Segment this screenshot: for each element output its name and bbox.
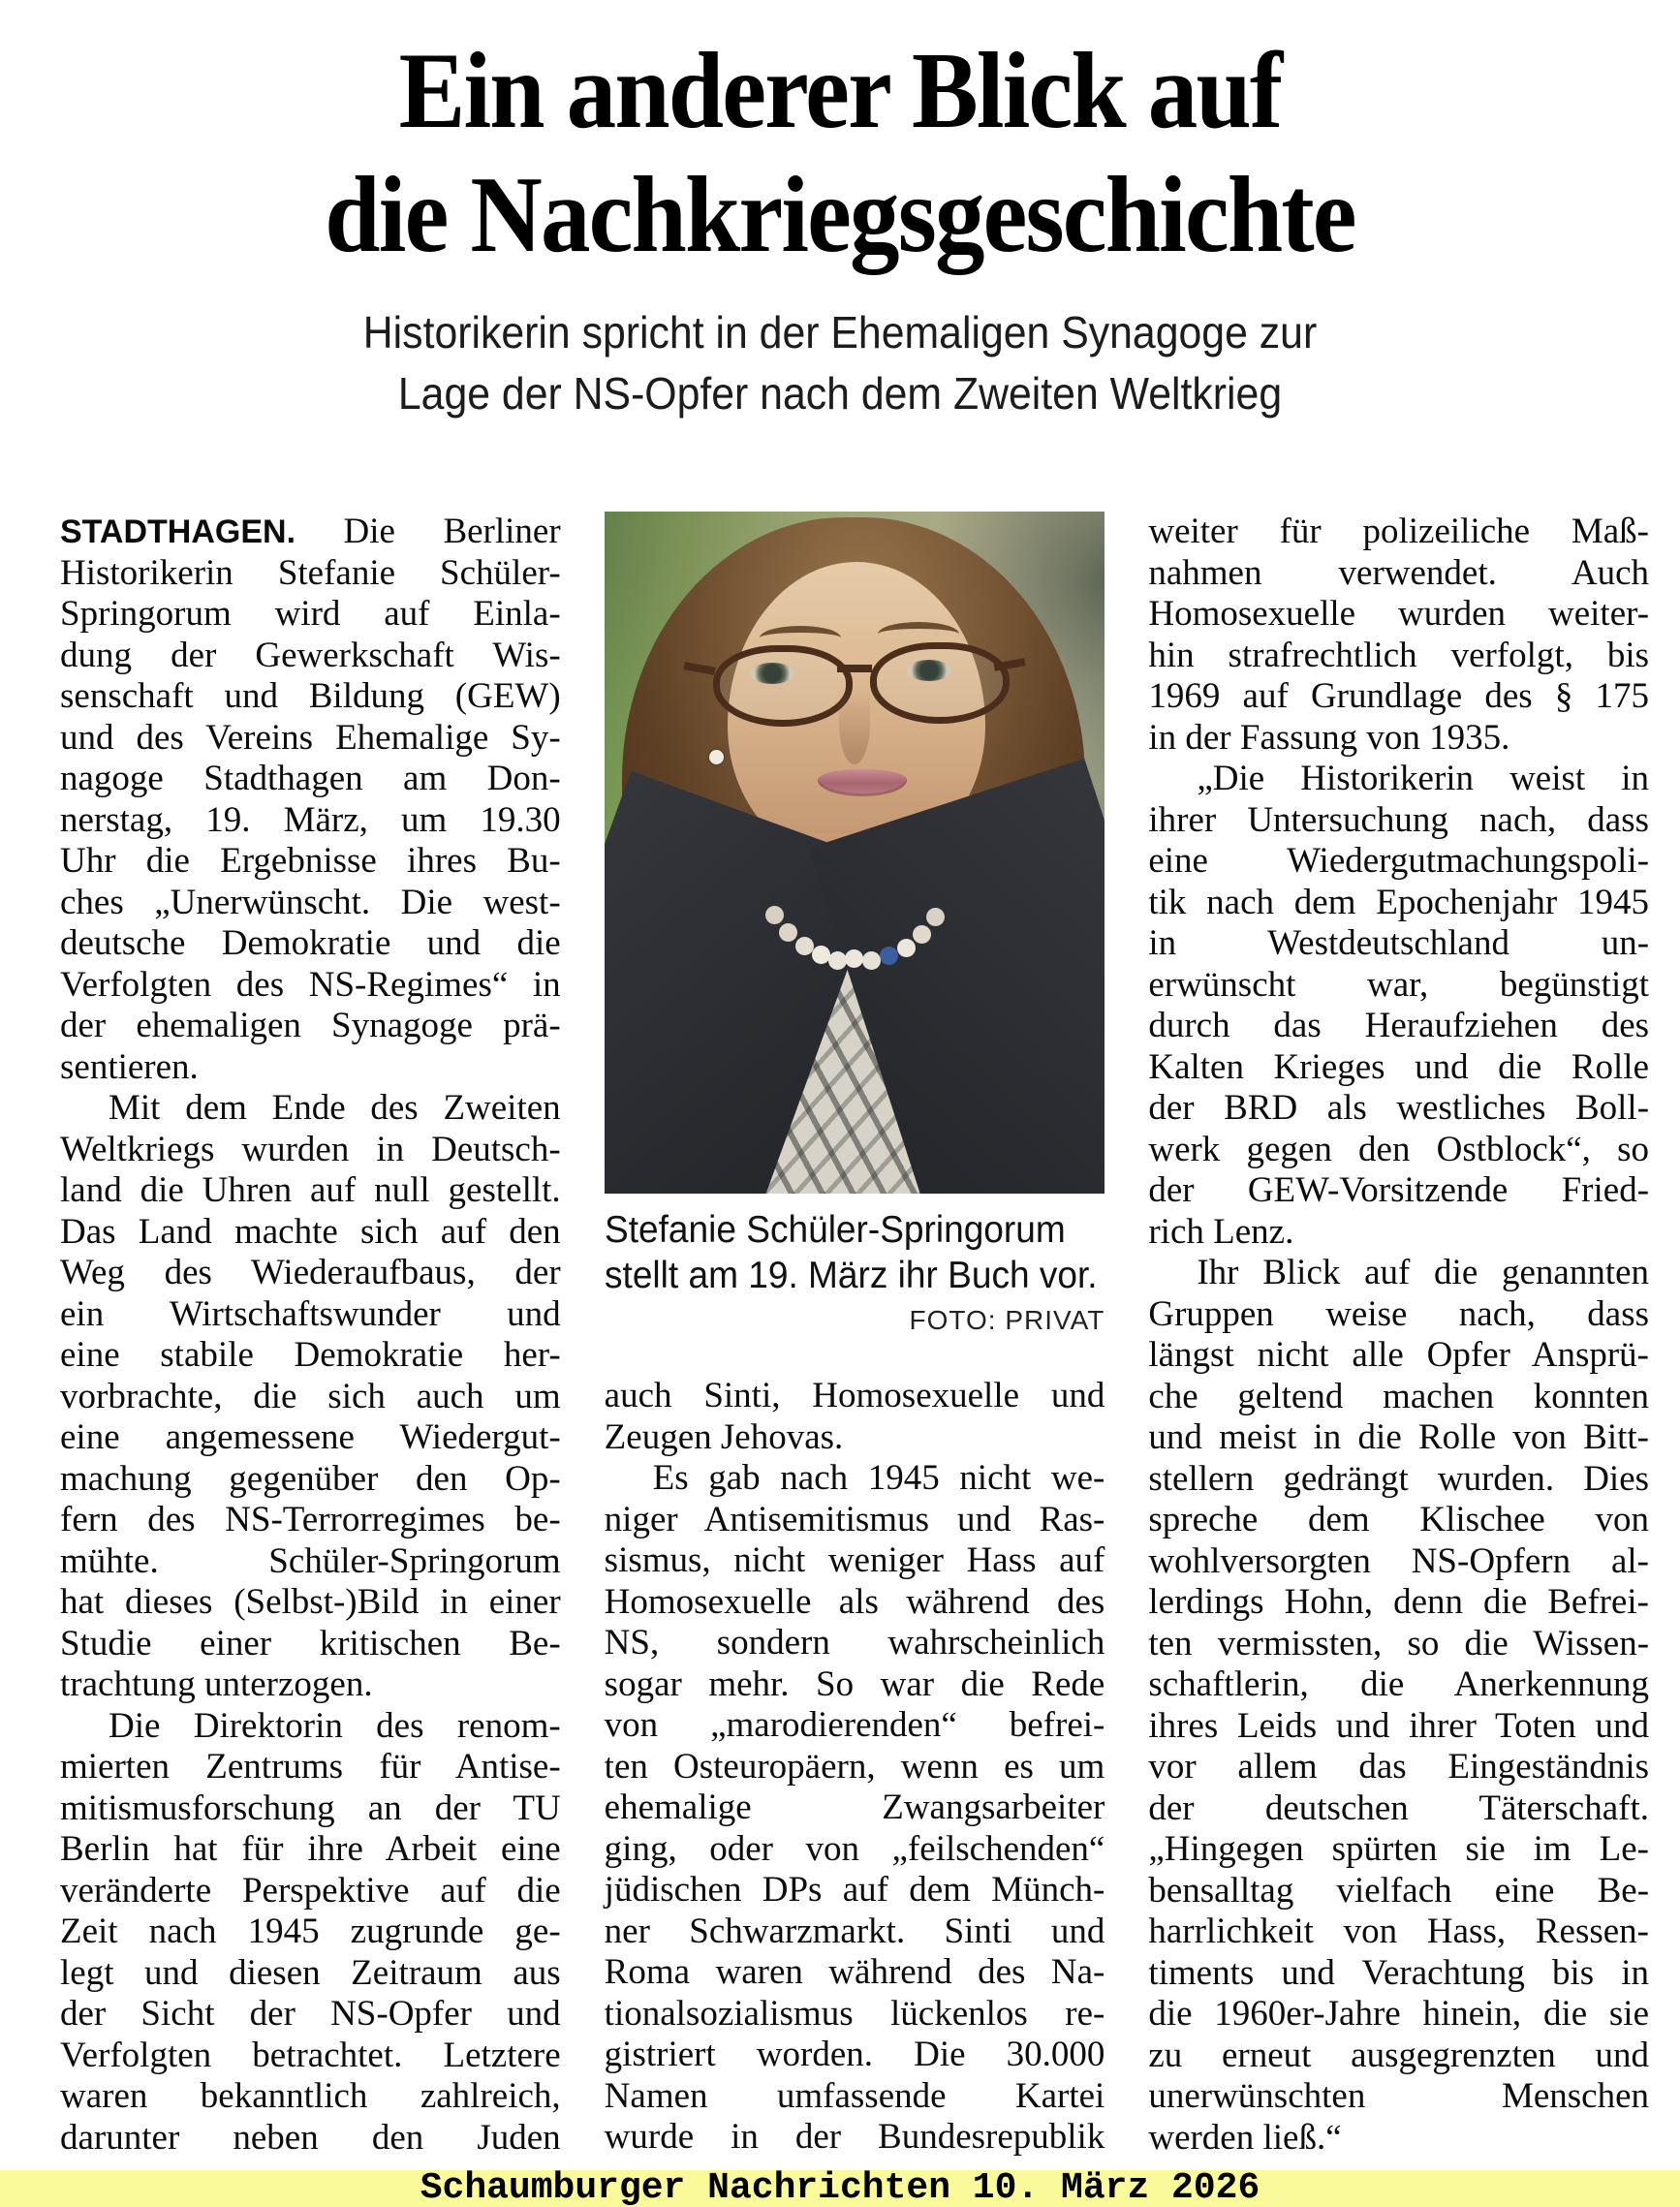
column-3 xyxy=(1148,512,1649,2159)
text-line: wurde in der Bundesrepublik xyxy=(604,2117,1105,2157)
glasses-lens-right xyxy=(870,642,1010,724)
text-line: Zeugen Jehovas. xyxy=(604,1416,844,1457)
text-line: deutsche Demokratie und die xyxy=(60,923,561,963)
subtitle xyxy=(0,302,1680,424)
text-line: Die Direktorin des renom- xyxy=(109,1705,561,1746)
text-line: Weltkriegs wurden in Deutsch- xyxy=(60,1129,561,1169)
text-line: Mit dem Ende des Zweiten xyxy=(109,1088,561,1128)
glasses-lens-left xyxy=(713,645,853,727)
article-header xyxy=(0,29,1680,424)
text-line: eine stabile Demokratie her- xyxy=(60,1335,561,1375)
text-line: senschaft und Bildung (GEW) xyxy=(60,676,561,716)
text-line: ihrer Untersuchung nach, dass xyxy=(1148,799,1650,840)
text-line: nagoge Stadthagen am Don- xyxy=(60,759,561,798)
headline-line-2: die Nachkriegsgeschichte xyxy=(325,155,1355,275)
text-line: Verfolgten betrachtet. Letztere xyxy=(60,2035,561,2075)
text-line: gistriert worden. Die 30.000 xyxy=(604,2035,1105,2074)
text-line: Das Land machte sich auf den xyxy=(60,1211,561,1252)
text-line: nerstag, 19. März, um 19.30 xyxy=(60,799,561,840)
caption-line-2: stellt am 19. März ihr Buch vor. xyxy=(604,1255,1098,1296)
text-line: Homosexuelle als während des xyxy=(604,1581,1105,1622)
column-2-text xyxy=(605,1376,1105,2159)
text-line: jüdischen DPs auf dem Münch- xyxy=(604,1870,1105,1910)
text-line: waren bekanntlich zahlreich, xyxy=(60,2076,561,2116)
text-line: stellern gedrängt wurden. Dies xyxy=(1148,1458,1650,1499)
text-line: ten Osteuropäern, wenn es um xyxy=(604,1746,1105,1787)
headline xyxy=(0,29,1680,277)
text-line: Historikerin Stefanie Schüler- xyxy=(60,552,561,593)
dateline-lead: STADTHAGEN. xyxy=(60,513,296,550)
text-line: und des Vereins Ehemalige Sy- xyxy=(60,717,561,758)
text-line: Ihr Blick auf die genannten xyxy=(1197,1253,1650,1292)
text-line: niger Antisemitismus und Ras- xyxy=(604,1499,1105,1539)
text-line: Namen umfassende Kartei xyxy=(604,2075,1105,2116)
text-line: der deutschen Täterschaft. xyxy=(1148,1787,1650,1828)
text-line: hin strafrechtlich verfolgt, bis xyxy=(1148,635,1650,675)
text-line: spreche dem Klischee von xyxy=(1148,1500,1650,1539)
text-line: timents und Verachtung bis in xyxy=(1148,1952,1650,1993)
text-line: „Hingegen spürten sie im Le- xyxy=(1148,1829,1650,1869)
text-line: sogar mehr. So war die Rede xyxy=(604,1663,1105,1704)
text-line: werden ließ.“ xyxy=(1148,2117,1342,2158)
text-line: nahmen verwendet. Auch xyxy=(1148,552,1650,593)
text-line: ging, oder von „feilschenden“ xyxy=(604,1828,1105,1869)
text-line: in Westdeutschland un- xyxy=(1148,923,1650,963)
subtitle-line-2: Lage der NS-Opfer nach dem Zweiten Weltkrieg xyxy=(397,368,1283,419)
text-line: ehemalige Zwangsarbeiter xyxy=(604,1787,1105,1827)
photo-credit: FOTO: PRIVAT xyxy=(909,1305,1105,1335)
text-line: harrlichkeit von Hass, Ressen- xyxy=(1148,1912,1650,1951)
text-line: ner Schwarzmarkt. Sinti und xyxy=(604,1911,1105,1951)
text-line: Springorum wird auf Einla- xyxy=(60,594,561,634)
text-line: weiter für polizeiliche Maß- xyxy=(1148,512,1650,551)
text-line: lerdings Hohn, denn die Befrei- xyxy=(1148,1582,1650,1622)
text-line: che geltend machen konnten xyxy=(1148,1376,1650,1416)
text-line: sentieren. xyxy=(60,1046,199,1087)
text-line: Uhr die Ergebnisse ihres Bu- xyxy=(60,841,561,881)
text-line: mühte. Schüler-Springorum xyxy=(60,1540,561,1581)
nose xyxy=(839,681,870,764)
text-line: unerwünschten Menschen xyxy=(1148,2076,1650,2116)
text-line: vor allem das Eingeständnis xyxy=(1148,1747,1650,1787)
text-line: in der Fassung von 1935. xyxy=(1148,717,1510,758)
text-line: die 1960er-Jahre hinein, die sie xyxy=(1148,1994,1650,2034)
text-line: wohlversorgten NS-Opfern al- xyxy=(1148,1540,1650,1581)
text-line: Zeit nach 1945 zugrunde ge- xyxy=(60,1912,561,1951)
text-line: ches „Unerwünscht. Die west- xyxy=(60,882,561,922)
pearl-necklace xyxy=(845,949,863,968)
portrait-photo xyxy=(605,512,1105,1194)
text-line: mierten Zentrums für Antise- xyxy=(60,1747,561,1787)
text-line: hat dieses (Selbst-)Bild in einer xyxy=(60,1582,561,1622)
text-line: veränderte Perspektive auf die xyxy=(60,1870,561,1911)
footer-bar xyxy=(0,2167,1680,2207)
text-line: werk gegen den Ostblock“, so xyxy=(1148,1129,1650,1169)
text-line: legt und diesen Zeitraum aus xyxy=(60,1952,561,1993)
text-line: Kalten Krieges und die Rolle xyxy=(1148,1046,1650,1087)
text-line: „Die Historikerin weist in xyxy=(1197,759,1650,798)
text-line: der ehemaligen Synagoge prä- xyxy=(60,1006,561,1045)
text-line: erwünscht war, begünstigt xyxy=(1148,964,1650,1005)
text-line: längst nicht alle Opfer Ansprü- xyxy=(1148,1335,1650,1375)
text-line: 1969 auf Grundlage des § 175 xyxy=(1148,676,1650,716)
text-line: land die Uhren auf null gestellt. xyxy=(60,1170,561,1210)
text-line: fern des NS-Terrorregimes be- xyxy=(60,1500,561,1539)
text-line: auch Sinti, Homosexuelle und xyxy=(604,1376,1105,1415)
text-line: mitismusforschung an der TU xyxy=(60,1787,561,1828)
text-line: durch das Heraufziehen des xyxy=(1148,1006,1650,1045)
text-line: Es gab nach 1945 nicht we- xyxy=(652,1458,1105,1498)
text-line: ten vermissten, so die Wissen- xyxy=(1148,1623,1650,1663)
text-line: Berlin hat für ihre Arbeit eine xyxy=(60,1829,561,1869)
text-line: Gruppen weise nach, dass xyxy=(1148,1293,1650,1334)
footer-text: Schaumburger Nachrichten 10. März 2026 xyxy=(420,2167,1260,2207)
glasses-bridge xyxy=(837,665,872,672)
photo-figure xyxy=(605,512,1105,1337)
text-line: der BRD als westliches Boll- xyxy=(1148,1088,1650,1128)
column-2 xyxy=(605,512,1105,2159)
column-1 xyxy=(60,512,561,2159)
earring xyxy=(709,750,724,764)
text-line: eine angemessene Wiedergut- xyxy=(60,1417,561,1457)
article-body xyxy=(60,512,1649,2159)
text-line: eine Wiedergutmachungspoli- xyxy=(1148,841,1650,881)
text-line: tionalsozialismus lückenlos re- xyxy=(604,1993,1105,2034)
text-line: dung der Gewerkschaft Wis- xyxy=(60,635,561,675)
text-line: Verfolgten des NS-Regimes“ in xyxy=(60,964,561,1005)
text-line: Weg des Wiederaufbaus, der xyxy=(60,1253,561,1292)
text-line: tik nach dem Epochenjahr 1945 xyxy=(1148,882,1650,922)
text-line: Homosexuelle wurden weiter- xyxy=(1148,594,1650,634)
text-line: NS, sondern wahrscheinlich xyxy=(604,1623,1105,1663)
subtitle-line-1: Historikerin spricht in der Ehemaligen Synagoge zur xyxy=(362,307,1318,357)
text-line: ihres Leids und ihrer Toten und xyxy=(1148,1705,1650,1746)
text-line: STADTHAGEN. Die Berliner xyxy=(60,512,561,551)
text-line: Studie einer kritischen Be- xyxy=(60,1623,561,1663)
text-line: zu erneut ausgegrenzten und xyxy=(1148,2035,1650,2075)
text-line: darunter neben den Juden xyxy=(60,2117,561,2158)
text-line: der GEW-Vorsitzende Fried- xyxy=(1148,1170,1650,1210)
text-line: sismus, nicht weniger Hass auf xyxy=(604,1540,1105,1580)
text-line: machung gegenüber den Op- xyxy=(60,1458,561,1499)
text-line: vorbrachte, die sich auch um xyxy=(60,1376,561,1416)
text-line: schaftlerin, die Anerkennung xyxy=(1148,1664,1650,1704)
text-line: von „marodierenden“ befrei- xyxy=(604,1705,1105,1745)
headline-line-1: Ein anderer Blick auf xyxy=(398,31,1282,151)
text-line: Roma waren während des Na- xyxy=(604,1952,1105,1992)
text-line: bensalltag vielfach eine Be- xyxy=(1148,1870,1650,1911)
text-line: rich Lenz. xyxy=(1148,1211,1294,1252)
text-line: der Sicht der NS-Opfer und xyxy=(60,1994,561,2034)
text-line: trachtung unterzogen. xyxy=(60,1664,373,1704)
photo-caption xyxy=(605,1207,1105,1337)
text-line: und meist in die Rolle von Bitt- xyxy=(1148,1417,1650,1457)
text-line: ein Wirtschaftswunder und xyxy=(60,1293,561,1334)
caption-line-1: Stefanie Schüler-Springorum xyxy=(604,1209,1066,1251)
